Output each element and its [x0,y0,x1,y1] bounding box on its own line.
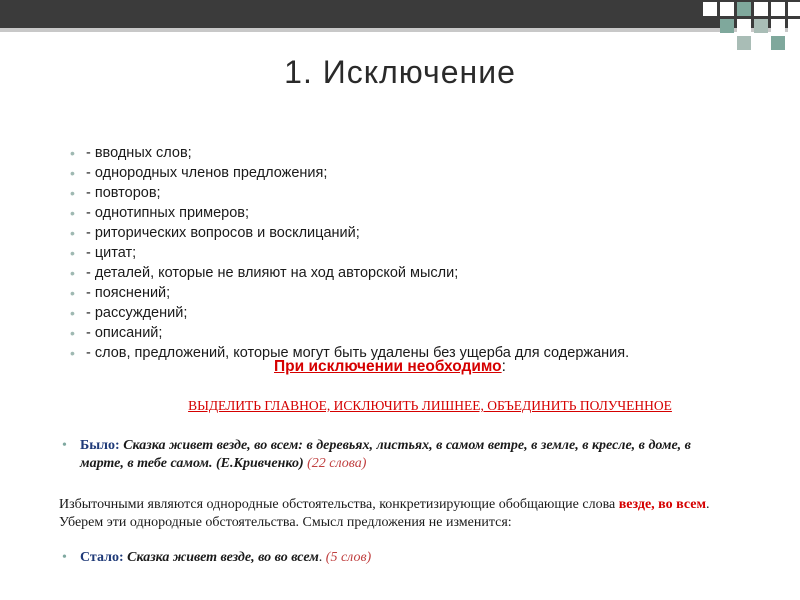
bullet-item [70,323,629,343]
bullet-dot-icon: • [70,325,75,341]
bullet-item [70,303,629,323]
bullet-dot-icon: • [70,165,75,181]
bullet-dot-icon: • [70,265,75,281]
bullet-dot-icon: • [70,305,75,321]
bullet-item [70,163,629,183]
bullet-text: - описаний; [86,325,163,341]
top-bar [0,0,800,28]
was-text [62,437,722,473]
grid-square [754,36,768,50]
became-sentence: Сказка живет везде, во во всем [127,550,319,565]
bullet-text: - вводных слов; [86,145,192,161]
bullet-dot-icon: • [70,285,75,301]
bullet-list [70,143,629,363]
grid-square [771,19,785,33]
bullet-item [70,143,629,163]
was-block [62,437,722,473]
became-label: Стало [80,550,119,565]
bullet-text: - пояснений; [86,285,171,301]
bullet-text: - слов, предложений, которые могут быть удалены без ущерба для содержания. [86,345,630,361]
bullet-dot-icon: • [70,345,75,361]
became-colon: : [118,550,128,565]
necessary-line [274,358,506,376]
top-bar-stripe [0,28,800,32]
was-sentence: Сказка живет везде, во всем: в деревьях, листьях, в самом ветре, в земле, в кресле, в доме, в марте, в тебе самом. (Е.Кривченко) [80,438,691,471]
grid-square [737,19,751,33]
became-count: (5 слов) [322,550,372,565]
grid-square [788,2,800,16]
grid-square [720,19,734,33]
was-label: Было [80,438,116,453]
grid-square [754,19,768,33]
bullet-text: - рассуждений; [86,305,188,321]
grid-square [703,19,717,33]
bullet-item [70,263,629,283]
bullet-item [70,223,629,243]
slide-title: 1. Исключение [284,54,516,90]
grid-square [703,36,717,50]
bullet-item [70,183,629,203]
bullet-text: - цитат; [86,245,137,261]
grid-square [788,36,800,50]
bullet-item [70,243,629,263]
grid-square [771,36,785,50]
bullet-dot-icon: • [70,225,75,241]
bullet-dot-icon: • [62,550,67,565]
became-dot: . [318,550,323,565]
bullet-text: - повторов; [86,185,161,201]
necessary-colon: : [501,358,506,375]
was-colon: : [115,438,124,453]
necessary-label: При исключении необходимо [274,358,502,375]
bullet-dot-icon: • [70,145,75,161]
grid-square [754,2,768,16]
grid-square [720,36,734,50]
bullet-text: - однотипных примеров; [86,205,250,221]
explanation-highlight: везде, во всем [618,497,707,512]
became-block [62,549,722,567]
grid-square [720,2,734,16]
caps-instruction: ВЫДЕЛИТЬ ГЛАВНОЕ, ИСКЛЮЧИТЬ ЛИШНЕЕ, ОБЪЕДИНИТЬ ПОЛУЧЕННОЕ [188,398,672,413]
was-count: (22 слова) [303,456,367,471]
decorative-square-grid [703,2,800,50]
bullet-dot-icon: • [70,245,75,261]
grid-square [737,36,751,50]
bullet-item [70,203,629,223]
grid-square [703,2,717,16]
explanation-paragraph [59,496,719,532]
bullet-dot-icon: • [70,185,75,201]
explanation-part2: . Уберем эти однородные обстоятельства. Смысл предложения не изменится: [59,497,710,530]
bullet-text: - деталей, которые не влияют на ход авторской мысли; [86,265,459,281]
grid-square [737,2,751,16]
grid-square [771,2,785,16]
grid-square [788,19,800,33]
bullet-text: - однородных членов предложения; [86,165,328,181]
bullet-item [70,283,629,303]
bullet-dot-icon: • [70,205,75,221]
bullet-dot-icon: • [62,438,67,453]
became-text [62,549,722,567]
explanation-part1: Избыточными являются однородные обстоятельства, конкретизирующие обобщающие слова [59,497,619,512]
bullet-text: - риторических вопросов и восклицаний; [86,225,360,241]
